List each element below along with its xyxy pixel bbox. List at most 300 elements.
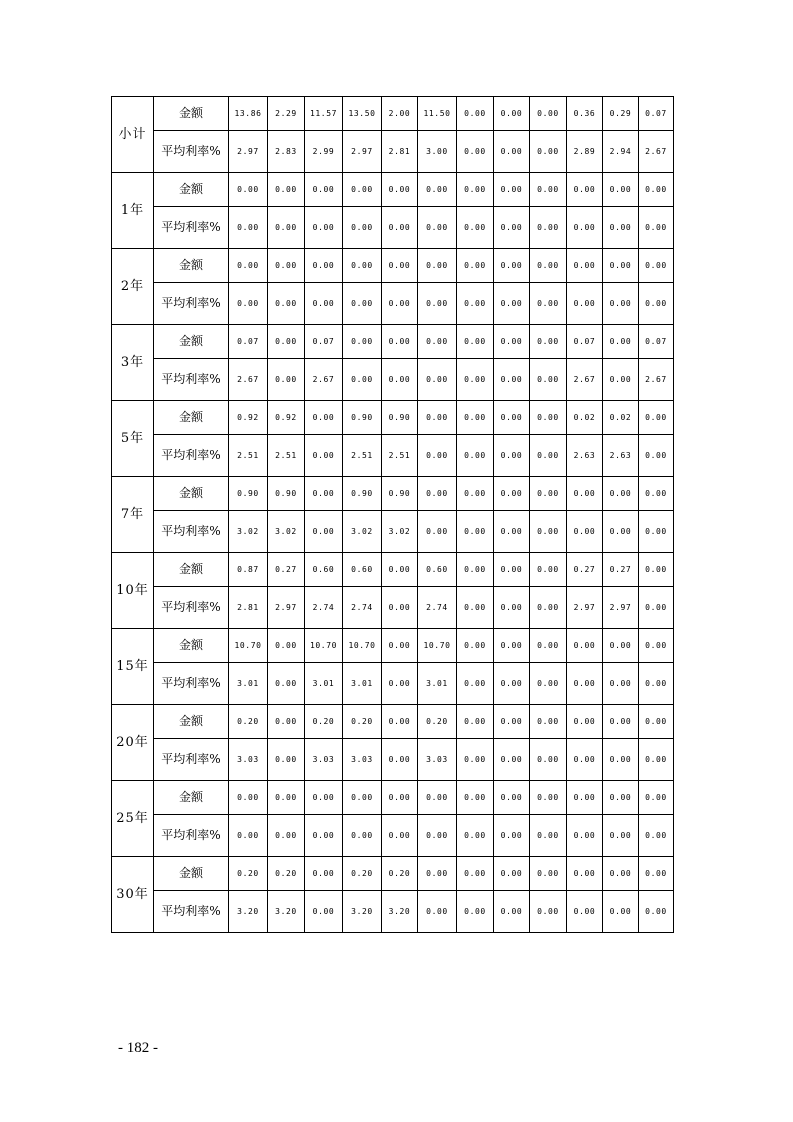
rate-cell: 0.00 <box>343 283 382 325</box>
amount-cell: 10.70 <box>418 629 457 663</box>
amount-cell: 0.00 <box>494 477 530 511</box>
amount-cell: 0.00 <box>567 173 603 207</box>
rate-cell: 0.00 <box>603 283 639 325</box>
amount-cell: 0.00 <box>530 629 567 663</box>
amount-cell: 0.00 <box>639 477 674 511</box>
amount-cell: 0.00 <box>229 249 268 283</box>
rate-cell: 2.63 <box>603 435 639 477</box>
amount-cell: 0.00 <box>268 173 305 207</box>
amount-cell: 0.00 <box>494 705 530 739</box>
rate-cell: 0.00 <box>268 207 305 249</box>
rate-cell: 0.00 <box>268 739 305 781</box>
rate-cell: 0.00 <box>229 815 268 857</box>
rate-cell: 2.51 <box>382 435 418 477</box>
amount-cell: 0.00 <box>603 629 639 663</box>
rate-cell: 3.20 <box>268 891 305 933</box>
page-number: - 182 - <box>118 1040 158 1056</box>
rate-cell: 0.00 <box>305 511 343 553</box>
table-row-amount <box>112 553 674 587</box>
rate-cell: 0.00 <box>305 815 343 857</box>
rate-cell: 0.00 <box>457 511 494 553</box>
table-row-rate <box>112 663 674 705</box>
rate-cell: 0.00 <box>639 587 674 629</box>
rate-cell: 2.99 <box>305 131 343 173</box>
amount-cell: 0.00 <box>603 173 639 207</box>
amount-cell: 0.00 <box>457 325 494 359</box>
amount-cell: 0.27 <box>567 553 603 587</box>
amount-cell: 0.00 <box>567 705 603 739</box>
amount-cell: 0.90 <box>229 477 268 511</box>
amount-cell: 0.00 <box>268 629 305 663</box>
amount-cell: 0.00 <box>494 249 530 283</box>
amount-cell: 0.00 <box>494 97 530 131</box>
table-row-amount <box>112 173 674 207</box>
rate-cell: 0.00 <box>530 435 567 477</box>
amount-cell: 0.60 <box>418 553 457 587</box>
amount-cell: 0.00 <box>494 629 530 663</box>
rate-cell: 2.67 <box>567 359 603 401</box>
rate-cell: 0.00 <box>457 663 494 705</box>
amount-cell: 0.00 <box>382 629 418 663</box>
amount-cell: 0.00 <box>530 325 567 359</box>
table-row-amount <box>112 781 674 815</box>
amount-cell: 0.60 <box>305 553 343 587</box>
amount-label: 金额 <box>154 553 229 587</box>
group-label: 25年 <box>112 781 154 857</box>
amount-label: 金额 <box>154 401 229 435</box>
rate-cell: 0.00 <box>457 207 494 249</box>
rate-cell: 2.51 <box>268 435 305 477</box>
amount-cell: 0.00 <box>639 553 674 587</box>
rate-cell: 0.00 <box>530 283 567 325</box>
amount-cell: 0.00 <box>494 173 530 207</box>
rate-cell: 2.51 <box>229 435 268 477</box>
rate-cell: 0.00 <box>530 663 567 705</box>
rate-label: 平均利率% <box>154 739 229 781</box>
amount-cell: 0.00 <box>305 781 343 815</box>
rate-label: 平均利率% <box>154 131 229 173</box>
rate-label: 平均利率% <box>154 283 229 325</box>
amount-cell: 0.00 <box>343 781 382 815</box>
amount-cell: 0.00 <box>418 249 457 283</box>
rate-cell: 0.00 <box>567 663 603 705</box>
amount-cell: 0.27 <box>603 553 639 587</box>
rate-cell: 0.00 <box>457 435 494 477</box>
rate-cell: 2.74 <box>305 587 343 629</box>
amount-cell: 0.00 <box>530 249 567 283</box>
rate-cell: 0.00 <box>639 815 674 857</box>
amount-cell: 0.00 <box>530 857 567 891</box>
group-label: 2年 <box>112 249 154 325</box>
table-row-amount <box>112 325 674 359</box>
amount-cell: 13.50 <box>343 97 382 131</box>
amount-label: 金额 <box>154 781 229 815</box>
amount-label: 金额 <box>154 97 229 131</box>
rate-cell: 0.00 <box>382 815 418 857</box>
rate-cell: 2.67 <box>639 359 674 401</box>
amount-cell: 10.70 <box>229 629 268 663</box>
rate-cell: 0.00 <box>382 207 418 249</box>
amount-cell: 0.00 <box>639 705 674 739</box>
amount-cell: 0.00 <box>494 401 530 435</box>
rate-cell: 0.00 <box>343 359 382 401</box>
amount-label: 金额 <box>154 477 229 511</box>
table-row-amount <box>112 97 674 131</box>
rate-cell: 0.00 <box>268 359 305 401</box>
rate-cell: 0.00 <box>603 359 639 401</box>
rate-cell: 0.00 <box>603 891 639 933</box>
rate-cell: 2.97 <box>567 587 603 629</box>
amount-cell: 0.00 <box>343 325 382 359</box>
amount-cell: 0.00 <box>305 401 343 435</box>
amount-cell: 0.87 <box>229 553 268 587</box>
rate-cell: 0.00 <box>457 131 494 173</box>
group-label: 20年 <box>112 705 154 781</box>
rate-cell: 0.00 <box>494 283 530 325</box>
rate-cell: 2.67 <box>229 359 268 401</box>
rate-cell: 0.00 <box>530 815 567 857</box>
amount-cell: 0.00 <box>457 629 494 663</box>
rate-cell: 2.89 <box>567 131 603 173</box>
amount-cell: 0.00 <box>567 857 603 891</box>
amount-label: 金额 <box>154 249 229 283</box>
amount-cell: 0.00 <box>457 781 494 815</box>
rate-cell: 0.00 <box>494 131 530 173</box>
rate-cell: 0.00 <box>567 739 603 781</box>
amount-cell: 0.27 <box>268 553 305 587</box>
amount-cell: 0.00 <box>268 249 305 283</box>
rate-cell: 0.00 <box>639 283 674 325</box>
rate-cell: 3.03 <box>229 739 268 781</box>
rate-cell: 0.00 <box>530 587 567 629</box>
amount-cell: 0.90 <box>382 401 418 435</box>
amount-cell: 0.00 <box>457 97 494 131</box>
rate-cell: 2.81 <box>382 131 418 173</box>
amount-cell: 0.00 <box>530 553 567 587</box>
amount-cell: 0.00 <box>603 781 639 815</box>
rate-cell: 0.00 <box>418 511 457 553</box>
amount-cell: 0.00 <box>639 249 674 283</box>
table-row-rate <box>112 283 674 325</box>
data-table-container <box>111 96 674 933</box>
rate-cell: 0.00 <box>639 663 674 705</box>
rate-cell: 3.02 <box>343 511 382 553</box>
amount-cell: 0.00 <box>457 173 494 207</box>
rate-cell: 0.00 <box>457 359 494 401</box>
amount-cell: 0.00 <box>530 401 567 435</box>
table-row-rate <box>112 815 674 857</box>
amount-cell: 0.20 <box>305 705 343 739</box>
rate-cell: 0.00 <box>418 359 457 401</box>
rate-cell: 0.00 <box>418 891 457 933</box>
rate-cell: 0.00 <box>639 739 674 781</box>
amount-cell: 0.00 <box>639 173 674 207</box>
rate-cell: 0.00 <box>457 283 494 325</box>
amount-cell: 0.00 <box>418 173 457 207</box>
amount-cell: 0.00 <box>639 781 674 815</box>
rate-cell: 0.00 <box>343 207 382 249</box>
rate-cell: 3.20 <box>229 891 268 933</box>
rate-cell: 3.01 <box>343 663 382 705</box>
rate-cell: 2.67 <box>305 359 343 401</box>
amount-cell: 0.00 <box>567 477 603 511</box>
rate-cell: 0.00 <box>530 891 567 933</box>
amount-cell: 0.02 <box>603 401 639 435</box>
amount-cell: 0.07 <box>639 97 674 131</box>
rate-cell: 3.03 <box>343 739 382 781</box>
table-row-amount <box>112 401 674 435</box>
rate-cell: 0.00 <box>494 435 530 477</box>
amount-cell: 0.00 <box>457 249 494 283</box>
table-row-rate <box>112 739 674 781</box>
table-row-rate <box>112 587 674 629</box>
amount-cell: 0.00 <box>567 249 603 283</box>
rate-cell: 0.00 <box>305 435 343 477</box>
rate-cell: 2.67 <box>639 131 674 173</box>
amount-cell: 0.00 <box>418 477 457 511</box>
amount-cell: 0.00 <box>268 705 305 739</box>
amount-cell: 0.00 <box>343 173 382 207</box>
table-row-amount <box>112 857 674 891</box>
rate-cell: 0.00 <box>494 739 530 781</box>
rate-cell: 0.00 <box>530 511 567 553</box>
rate-cell: 2.51 <box>343 435 382 477</box>
rate-cell: 0.00 <box>418 435 457 477</box>
amount-cell: 0.00 <box>305 477 343 511</box>
rate-cell: 0.00 <box>603 511 639 553</box>
amount-cell: 0.36 <box>567 97 603 131</box>
amount-cell: 0.00 <box>382 249 418 283</box>
amount-cell: 0.00 <box>603 249 639 283</box>
rate-cell: 3.01 <box>418 663 457 705</box>
amount-cell: 0.20 <box>268 857 305 891</box>
amount-cell: 11.57 <box>305 97 343 131</box>
amount-label: 金额 <box>154 857 229 891</box>
amount-cell: 0.90 <box>343 477 382 511</box>
rate-cell: 3.00 <box>418 131 457 173</box>
amount-cell: 0.92 <box>268 401 305 435</box>
group-label: 30年 <box>112 857 154 933</box>
amount-cell: 0.00 <box>494 781 530 815</box>
group-label: 7年 <box>112 477 154 553</box>
rate-cell: 0.00 <box>567 891 603 933</box>
rate-cell: 2.74 <box>343 587 382 629</box>
interest-rate-table <box>111 96 674 933</box>
rate-cell: 0.00 <box>229 283 268 325</box>
rate-cell: 0.00 <box>382 587 418 629</box>
amount-cell: 0.00 <box>639 629 674 663</box>
amount-cell: 0.20 <box>418 705 457 739</box>
amount-cell: 0.00 <box>530 173 567 207</box>
amount-cell: 0.29 <box>603 97 639 131</box>
amount-label: 金额 <box>154 325 229 359</box>
amount-cell: 0.00 <box>305 249 343 283</box>
rate-cell: 3.02 <box>229 511 268 553</box>
amount-cell: 0.00 <box>457 477 494 511</box>
amount-cell: 2.00 <box>382 97 418 131</box>
table-row-rate <box>112 131 674 173</box>
rate-cell: 0.00 <box>457 891 494 933</box>
table-row-rate <box>112 207 674 249</box>
rate-label: 平均利率% <box>154 359 229 401</box>
rate-cell: 0.00 <box>494 511 530 553</box>
amount-cell: 0.00 <box>457 857 494 891</box>
amount-cell: 10.70 <box>305 629 343 663</box>
rate-cell: 0.00 <box>457 739 494 781</box>
rate-cell: 2.97 <box>229 131 268 173</box>
rate-label: 平均利率% <box>154 815 229 857</box>
rate-cell: 0.00 <box>603 663 639 705</box>
rate-cell: 2.97 <box>343 131 382 173</box>
rate-cell: 0.00 <box>268 815 305 857</box>
amount-cell: 0.00 <box>382 325 418 359</box>
rate-cell: 0.00 <box>305 207 343 249</box>
amount-cell: 0.00 <box>494 553 530 587</box>
rate-cell: 3.20 <box>343 891 382 933</box>
amount-cell: 0.00 <box>418 401 457 435</box>
amount-cell: 0.00 <box>382 781 418 815</box>
amount-cell: 13.86 <box>229 97 268 131</box>
amount-label: 金额 <box>154 629 229 663</box>
rate-label: 平均利率% <box>154 663 229 705</box>
amount-cell: 2.29 <box>268 97 305 131</box>
rate-cell: 3.03 <box>418 739 457 781</box>
rate-cell: 0.00 <box>530 207 567 249</box>
rate-cell: 2.63 <box>567 435 603 477</box>
rate-cell: 3.20 <box>382 891 418 933</box>
table-row-amount <box>112 629 674 663</box>
table-row-amount <box>112 477 674 511</box>
amount-cell: 0.00 <box>229 173 268 207</box>
amount-cell: 0.90 <box>268 477 305 511</box>
amount-cell: 0.00 <box>382 705 418 739</box>
rate-cell: 0.00 <box>343 815 382 857</box>
rate-cell: 2.94 <box>603 131 639 173</box>
amount-cell: 0.92 <box>229 401 268 435</box>
amount-cell: 0.00 <box>530 477 567 511</box>
rate-label: 平均利率% <box>154 511 229 553</box>
rate-cell: 0.00 <box>382 663 418 705</box>
amount-cell: 0.00 <box>530 781 567 815</box>
table-row-rate <box>112 511 674 553</box>
amount-cell: 0.00 <box>603 705 639 739</box>
table-row-rate <box>112 435 674 477</box>
amount-cell: 0.00 <box>457 401 494 435</box>
group-label: 小计 <box>112 97 154 173</box>
amount-cell: 0.20 <box>343 705 382 739</box>
rate-cell: 0.00 <box>567 207 603 249</box>
amount-cell: 0.00 <box>418 325 457 359</box>
rate-cell: 3.01 <box>305 663 343 705</box>
rate-cell: 2.83 <box>268 131 305 173</box>
rate-cell: 0.00 <box>382 283 418 325</box>
rate-cell: 0.00 <box>457 587 494 629</box>
table-row-amount <box>112 705 674 739</box>
amount-cell: 0.00 <box>305 173 343 207</box>
rate-cell: 0.00 <box>305 891 343 933</box>
amount-cell: 0.00 <box>494 857 530 891</box>
amount-cell: 0.20 <box>382 857 418 891</box>
rate-cell: 3.02 <box>382 511 418 553</box>
amount-cell: 0.00 <box>382 553 418 587</box>
amount-cell: 0.07 <box>567 325 603 359</box>
rate-cell: 0.00 <box>639 435 674 477</box>
group-label: 5年 <box>112 401 154 477</box>
amount-cell: 0.00 <box>418 857 457 891</box>
amount-cell: 0.20 <box>229 705 268 739</box>
amount-cell: 0.60 <box>343 553 382 587</box>
group-label: 1年 <box>112 173 154 249</box>
amount-cell: 0.00 <box>603 477 639 511</box>
amount-cell: 0.00 <box>567 629 603 663</box>
rate-cell: 0.00 <box>305 283 343 325</box>
amount-cell: 0.02 <box>567 401 603 435</box>
rate-cell: 0.00 <box>639 891 674 933</box>
amount-cell: 0.07 <box>305 325 343 359</box>
rate-cell: 3.02 <box>268 511 305 553</box>
amount-cell: 0.00 <box>268 325 305 359</box>
group-label: 3年 <box>112 325 154 401</box>
rate-cell: 0.00 <box>603 739 639 781</box>
rate-cell: 2.74 <box>418 587 457 629</box>
rate-cell: 3.03 <box>305 739 343 781</box>
rate-cell: 0.00 <box>494 207 530 249</box>
rate-label: 平均利率% <box>154 587 229 629</box>
rate-label: 平均利率% <box>154 207 229 249</box>
amount-cell: 0.00 <box>603 857 639 891</box>
rate-cell: 0.00 <box>567 511 603 553</box>
amount-cell: 0.00 <box>530 705 567 739</box>
table-body <box>112 97 674 933</box>
rate-cell: 0.00 <box>639 511 674 553</box>
amount-cell: 0.20 <box>343 857 382 891</box>
table-row-rate <box>112 891 674 933</box>
amount-cell: 11.50 <box>418 97 457 131</box>
rate-cell: 0.00 <box>268 283 305 325</box>
rate-cell: 0.00 <box>494 815 530 857</box>
rate-cell: 0.00 <box>530 739 567 781</box>
rate-cell: 0.00 <box>457 815 494 857</box>
amount-cell: 0.90 <box>343 401 382 435</box>
rate-cell: 0.00 <box>229 207 268 249</box>
rate-cell: 2.97 <box>268 587 305 629</box>
rate-cell: 0.00 <box>494 587 530 629</box>
rate-label: 平均利率% <box>154 891 229 933</box>
rate-cell: 0.00 <box>418 815 457 857</box>
rate-cell: 0.00 <box>603 815 639 857</box>
table-row-rate <box>112 359 674 401</box>
rate-cell: 0.00 <box>382 739 418 781</box>
amount-cell: 0.00 <box>457 705 494 739</box>
amount-cell: 0.20 <box>229 857 268 891</box>
rate-cell: 2.81 <box>229 587 268 629</box>
rate-cell: 0.00 <box>494 663 530 705</box>
amount-cell: 0.00 <box>457 553 494 587</box>
amount-cell: 10.70 <box>343 629 382 663</box>
group-label: 10年 <box>112 553 154 629</box>
amount-cell: 0.00 <box>494 325 530 359</box>
amount-cell: 0.00 <box>382 173 418 207</box>
group-label: 15年 <box>112 629 154 705</box>
amount-cell: 0.00 <box>603 325 639 359</box>
rate-cell: 0.00 <box>268 663 305 705</box>
amount-cell: 0.00 <box>268 781 305 815</box>
rate-cell: 0.00 <box>494 359 530 401</box>
amount-cell: 0.90 <box>382 477 418 511</box>
rate-cell: 0.00 <box>639 207 674 249</box>
amount-cell: 0.00 <box>530 97 567 131</box>
amount-cell: 0.00 <box>343 249 382 283</box>
